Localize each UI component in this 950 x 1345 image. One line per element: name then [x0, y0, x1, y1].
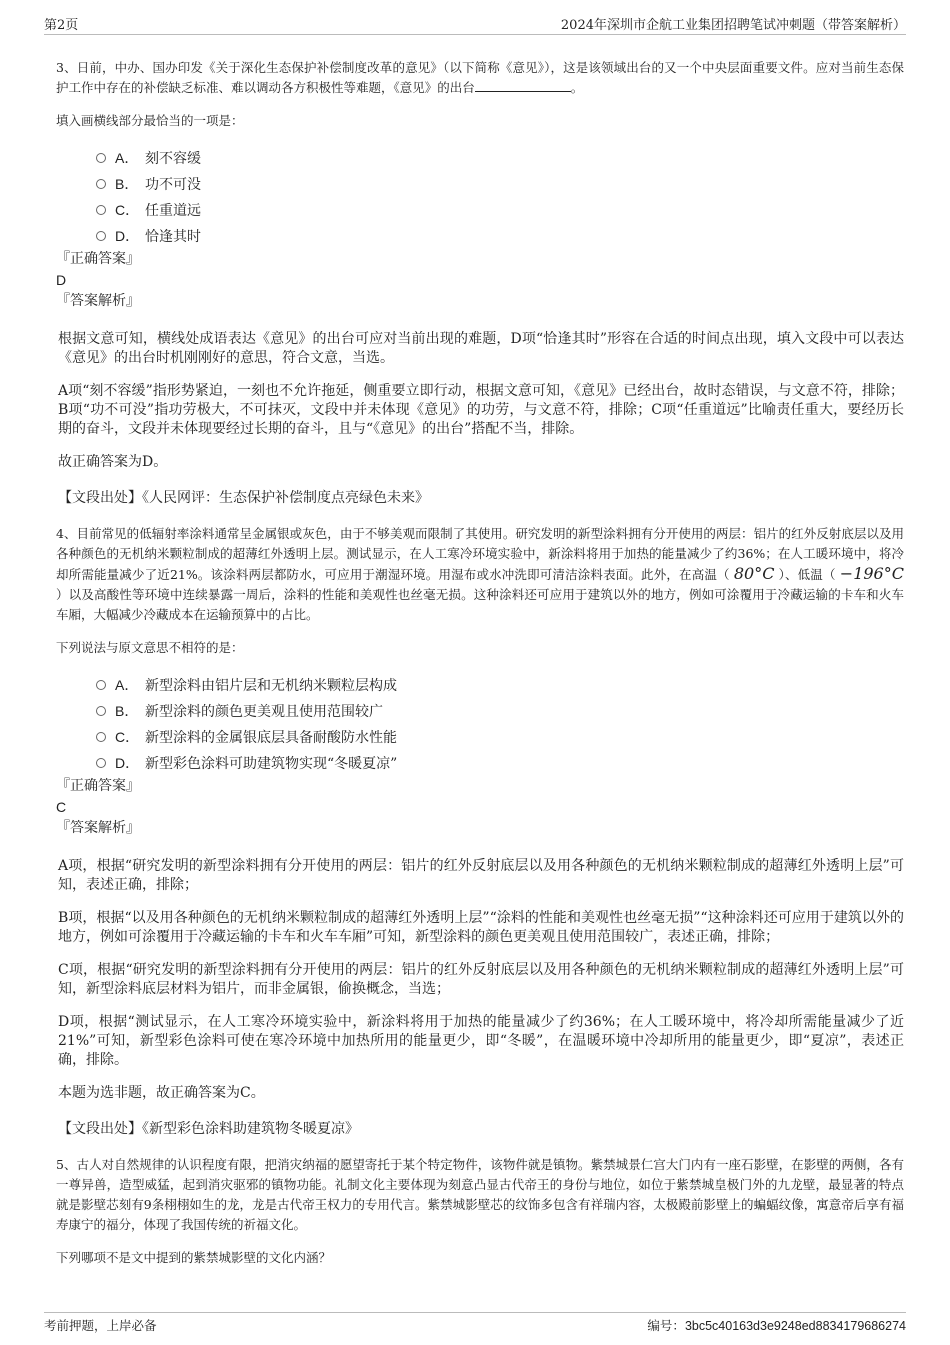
document-code: 编号：3bc5c40163d3e9248ed8834179686274 [647, 1318, 906, 1333]
radio-icon[interactable] [96, 205, 106, 215]
option-list [96, 672, 904, 776]
passage-source: 【文段出处】《人民网评：生态保护补偿制度点亮绿色未来》 [58, 490, 429, 506]
question-3 [56, 58, 904, 508]
option-c[interactable]: C． 新型涂料的金属银底层具备耐酸防水性能 [96, 724, 904, 750]
option-c[interactable]: C． 任重道远 [96, 197, 904, 223]
temperature-low: −196°C [839, 564, 904, 583]
passage-source: 【文段出处】《新型彩色涂料助建筑物冬暖夏凉》 [58, 1121, 359, 1137]
analysis-paragraph: 根据文意可知，横线处成语表达《意见》的出台可应对当前出现的难题，D项“恰逢其时”形容在合适的时间点出现，填入文段中可以表达《意见》的出台时机刚刚好的意思，符合文意，当选。 [58, 331, 904, 366]
radio-icon[interactable] [96, 732, 106, 742]
correct-answer-label: 『正确答案』 [56, 251, 140, 267]
analysis-label: 『答案解析』 [56, 293, 140, 309]
correct-answer: C [56, 799, 67, 815]
question-stem: 5、古人对自然规律的认识程度有限，把消灾纳福的愿望寄托于某个特定物件，该物件就是镇物。紫禁城景仁宫大门内有一座石影壁，在影壁的两侧，各有一尊异兽，造型威猛，起到消灾驱邪的镇物功能。礼制文化主要体现为刻意凸显古代帝王的身份与地位，如位于紫禁城皇极门外的九龙壁，最显著的特点就是影壁芯刻有9条栩栩如生的龙，龙是古代帝王权力的专用代言。紫禁城影壁芯的纹饰多包含有祥瑞内容，太极殿前影壁上的蝙蝠纹像，寓意帝后享有福寿康宁的福分，体现了我国传统的祈福文化。 [56, 1157, 904, 1232]
page-number: 第2页 [44, 18, 79, 33]
correct-answer: D [56, 272, 67, 288]
analysis-paragraph: A项“刻不容缓”指形势紧迫，一刻也不允许拖延，侧重要立即行动，根据文意可知，《意见》已经出台，故时态错误，与文意不符，排除；B项“功不可没”指功劳极大，不可抹灭，文段中并未体现《意见》的功劳，与文意不符，排除；C项“任重道远”比喻责任重大，要经历长期的奋斗，文段并未体现要经过长期的奋斗，且与“《意见》的出台”搭配不当，排除。 [58, 383, 904, 437]
radio-icon[interactable] [96, 231, 106, 241]
option-d[interactable]: D． 新型彩色涂料可助建筑物实现“冬暖夏凉” [96, 750, 904, 776]
page-footer [44, 1312, 906, 1335]
temperature-high: 80°C [733, 564, 775, 583]
analysis-paragraph: 本题为选非题，故正确答案为C。 [58, 1085, 265, 1101]
radio-icon[interactable] [96, 706, 106, 716]
option-list [96, 145, 904, 249]
question-prompt: 下列说法与原文意思不相符的是： [56, 640, 244, 655]
analysis-paragraph: B项，根据“以及用各种颜色的无机纳米颗粒制成的超薄红外透明上层”“涂料的性能和美观性也丝毫无损”“这种涂料还可应用于建筑以外的地方，例如可涂覆用于冷藏运输的卡车和火车车厢”可知，新型涂料的颜色更美观且使用范围较广，表述正确，排除； [58, 910, 904, 945]
question-4 [56, 524, 904, 1139]
question-stem: 4、目前常见的低辐射率涂料通常呈金属银或灰色，由于不够美观而限制了其使用。研究发明的新型涂料拥有分开使用的两层：铝片的红外反射底层以及用各种颜色的无机纳米颗粒制成的超薄红外透明上层。测试显示，在人工寒冷环境实验中，新涂料将用于加热的能量减少了约36%；在人工暖环境中，将冷却所需能量减少了近21%。该涂料两层都防水，可应用于潮湿环境。用湿布或水冲洗即可清洁涂料表面。此外，在高温（ 80°C ）、低温（ −196°C ）以及高酸性等环境中连续暴露一周后，涂料的性能和美观性也丝毫无损。这种涂料还可应用于建筑以外的地方，例如可涂覆用于冷藏运输的卡车和火车车厢，大幅减少冷藏成本在运输预算中的占比。 [56, 526, 904, 622]
analysis-paragraph: 故正确答案为D。 [58, 454, 168, 470]
question-prompt: 填入画横线部分最恰当的一项是： [56, 113, 244, 128]
option-b[interactable]: B． 功不可没 [96, 171, 904, 197]
radio-icon[interactable] [96, 680, 106, 690]
option-d[interactable]: D． 恰逢其时 [96, 223, 904, 249]
option-a[interactable]: A． 新型涂料由铝片层和无机纳米颗粒层构成 [96, 672, 904, 698]
radio-icon[interactable] [96, 758, 106, 768]
question-prompt: 下列哪项不是文中提到的紫禁城影壁的文化内涵？ [56, 1250, 332, 1265]
analysis-paragraph: A项，根据“研究发明的新型涂料拥有分开使用的两层：铝片的红外反射底层以及用各种颜色的无机纳米颗粒制成的超薄红外透明上层”可知，表述正确，排除； [58, 858, 904, 893]
analysis-label: 『答案解析』 [56, 820, 140, 836]
question-5 [56, 1155, 904, 1268]
option-b[interactable]: B． 新型涂料的颜色更美观且使用范围较广 [96, 698, 904, 724]
page-header [44, 12, 906, 35]
fill-blank [475, 79, 571, 92]
analysis-paragraph: C项，根据“研究发明的新型涂料拥有分开使用的两层：铝片的红外反射底层以及用各种颜色的无机纳米颗粒制成的超薄红外透明上层”可知，新型涂料底层材料为铝片，而非金属银，偷换概念，当选； [58, 962, 904, 997]
question-stem: 3、日前，中办、国办印发《关于深化生态保护补偿制度改革的意见》（以下简称《意见》），这是该领域出台的又一个中央层面重要文件。应对当前生态保护工作中存在的补偿缺乏标准、难以调动各方积极性等难题，《意见》的出台 。 [56, 60, 904, 95]
footer-slogan: 考前押题，上岸必备 [44, 1318, 157, 1333]
radio-icon[interactable] [96, 153, 106, 163]
option-a[interactable]: A． 刻不容缓 [96, 145, 904, 171]
page-content [56, 58, 904, 1268]
document-title: 2024年深圳市企航工业集团招聘笔试冲刺题（带答案解析） [560, 18, 906, 33]
radio-icon[interactable] [96, 179, 106, 189]
correct-answer-label: 『正确答案』 [56, 778, 140, 794]
analysis-paragraph: D项，根据“测试显示，在人工寒冷环境实验中，新涂料将用于加热的能量减少了约36%；在人工暖环境中，将冷却所需能量减少了近21%”可知，新型彩色涂料可使在寒冷环境中加热所用的能量更少，即“冬暖”，在温暖环境中冷却所用的能量更少，即“夏凉”，表述正确，排除。 [58, 1014, 904, 1068]
